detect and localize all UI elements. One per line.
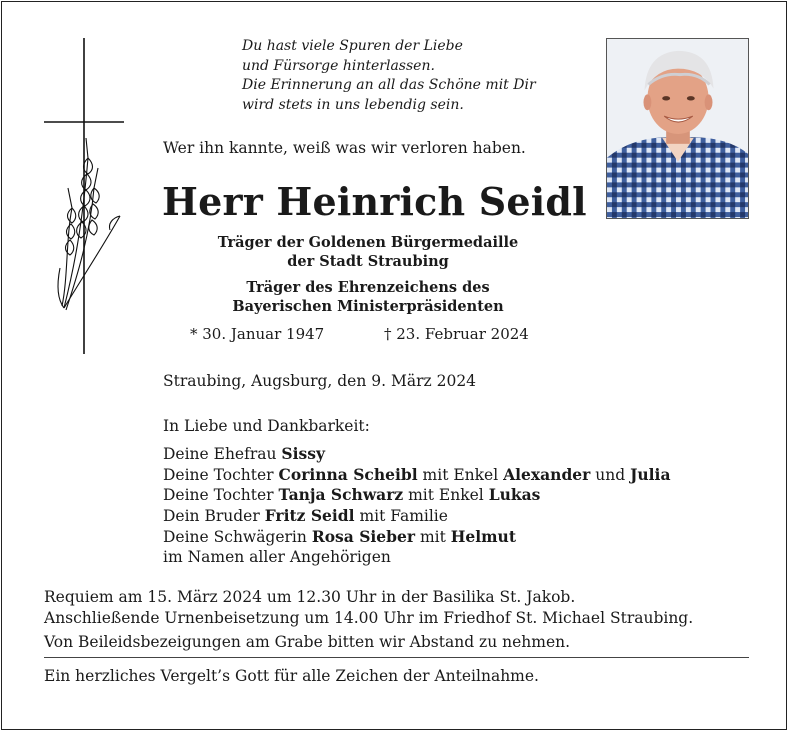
service-info	[44, 587, 693, 653]
divider	[44, 657, 749, 658]
verse-line: wird stets in uns lebendig sein.	[242, 96, 464, 113]
closing-thanks: Ein herzliches Vergelt’s Gott für alle Zeichen der Anteilnahme.	[44, 667, 539, 685]
mourner-relation: und	[590, 465, 631, 484]
mourner-relation: Dein Bruder	[163, 507, 265, 526]
mourner-relation: Deine Tochter	[163, 486, 279, 505]
mourners-list	[163, 417, 671, 568]
obituary-card	[1, 1, 787, 730]
deceased-name: Herr Heinrich Seidl	[162, 179, 587, 224]
place-and-date: Straubing, Augsburg, den 9. März 2024	[163, 372, 477, 390]
mourner-name: Lukas	[488, 485, 541, 505]
verse-line: Du hast viele Spuren der Liebe	[242, 38, 463, 54]
mourner-line	[163, 548, 671, 568]
mourner-line	[163, 485, 671, 506]
mourner-relation: mit Familie	[354, 507, 448, 526]
burial-info: Anschließende Urnenbeisetzung um 14.00 Uhr im Friedhof St. Michael Straubing.	[44, 609, 694, 627]
honor-line: Bayerischen Ministerpräsidenten	[232, 298, 504, 315]
birth-date: * 30. Januar 1947	[190, 325, 325, 343]
mourner-relation: Deine Schwägerin	[163, 527, 312, 546]
mourner-relation: im Namen aller Angehörigen	[163, 547, 391, 566]
requiem-info: Requiem am 15. März 2024 um 12.30 Uhr in der Basilika St. Jakob.	[44, 588, 576, 606]
honors-block	[162, 233, 574, 316]
mourner-name: Helmut	[450, 526, 516, 546]
mourner-relation: mit Enkel	[403, 486, 489, 505]
mourner-name: Corinna Scheibl	[278, 464, 418, 484]
cross-with-wheat-icon	[42, 38, 126, 354]
verse-line: Die Erinnerung an all das Schöne mit Dir	[242, 77, 536, 93]
mourner-relation: Deine Ehefrau	[163, 444, 282, 463]
mourners-intro: In Liebe und Dankbarkeit:	[163, 417, 370, 435]
mourner-name: Rosa Sieber	[311, 526, 416, 546]
mourner-name: Tanja Schwarz	[278, 485, 404, 505]
honor-line: der Stadt Straubing	[287, 253, 449, 270]
honor-line: Träger der Goldenen Bürgermedaille	[217, 234, 519, 251]
mourner-name: Sissy	[281, 443, 325, 463]
condolence-notice: Von Beileidsbezeigungen am Grabe bitten wir Abstand zu nehmen.	[44, 633, 571, 651]
memorial-verse	[242, 37, 582, 115]
mourner-name: Julia	[630, 464, 671, 484]
portrait-photo	[606, 38, 749, 219]
mourner-relation: Deine Tochter	[163, 465, 279, 484]
mourner-line	[163, 444, 671, 465]
verse-line: und Fürsorge hinterlassen.	[242, 57, 435, 74]
mourner-relation: mit	[415, 527, 451, 546]
memorial-quote: Wer ihn kannte, weiß was wir verloren haben.	[163, 139, 526, 157]
honor-line: Träger des Ehrenzeichens des	[246, 279, 490, 296]
mourner-line	[163, 506, 671, 527]
mourner-name: Fritz Seidl	[264, 506, 355, 526]
death-date: † 23. Februar 2024	[384, 325, 529, 343]
mourner-line	[163, 465, 671, 486]
mourner-name: Alexander	[503, 464, 591, 484]
mourner-relation: mit Enkel	[417, 465, 504, 484]
mourner-line	[163, 527, 671, 548]
